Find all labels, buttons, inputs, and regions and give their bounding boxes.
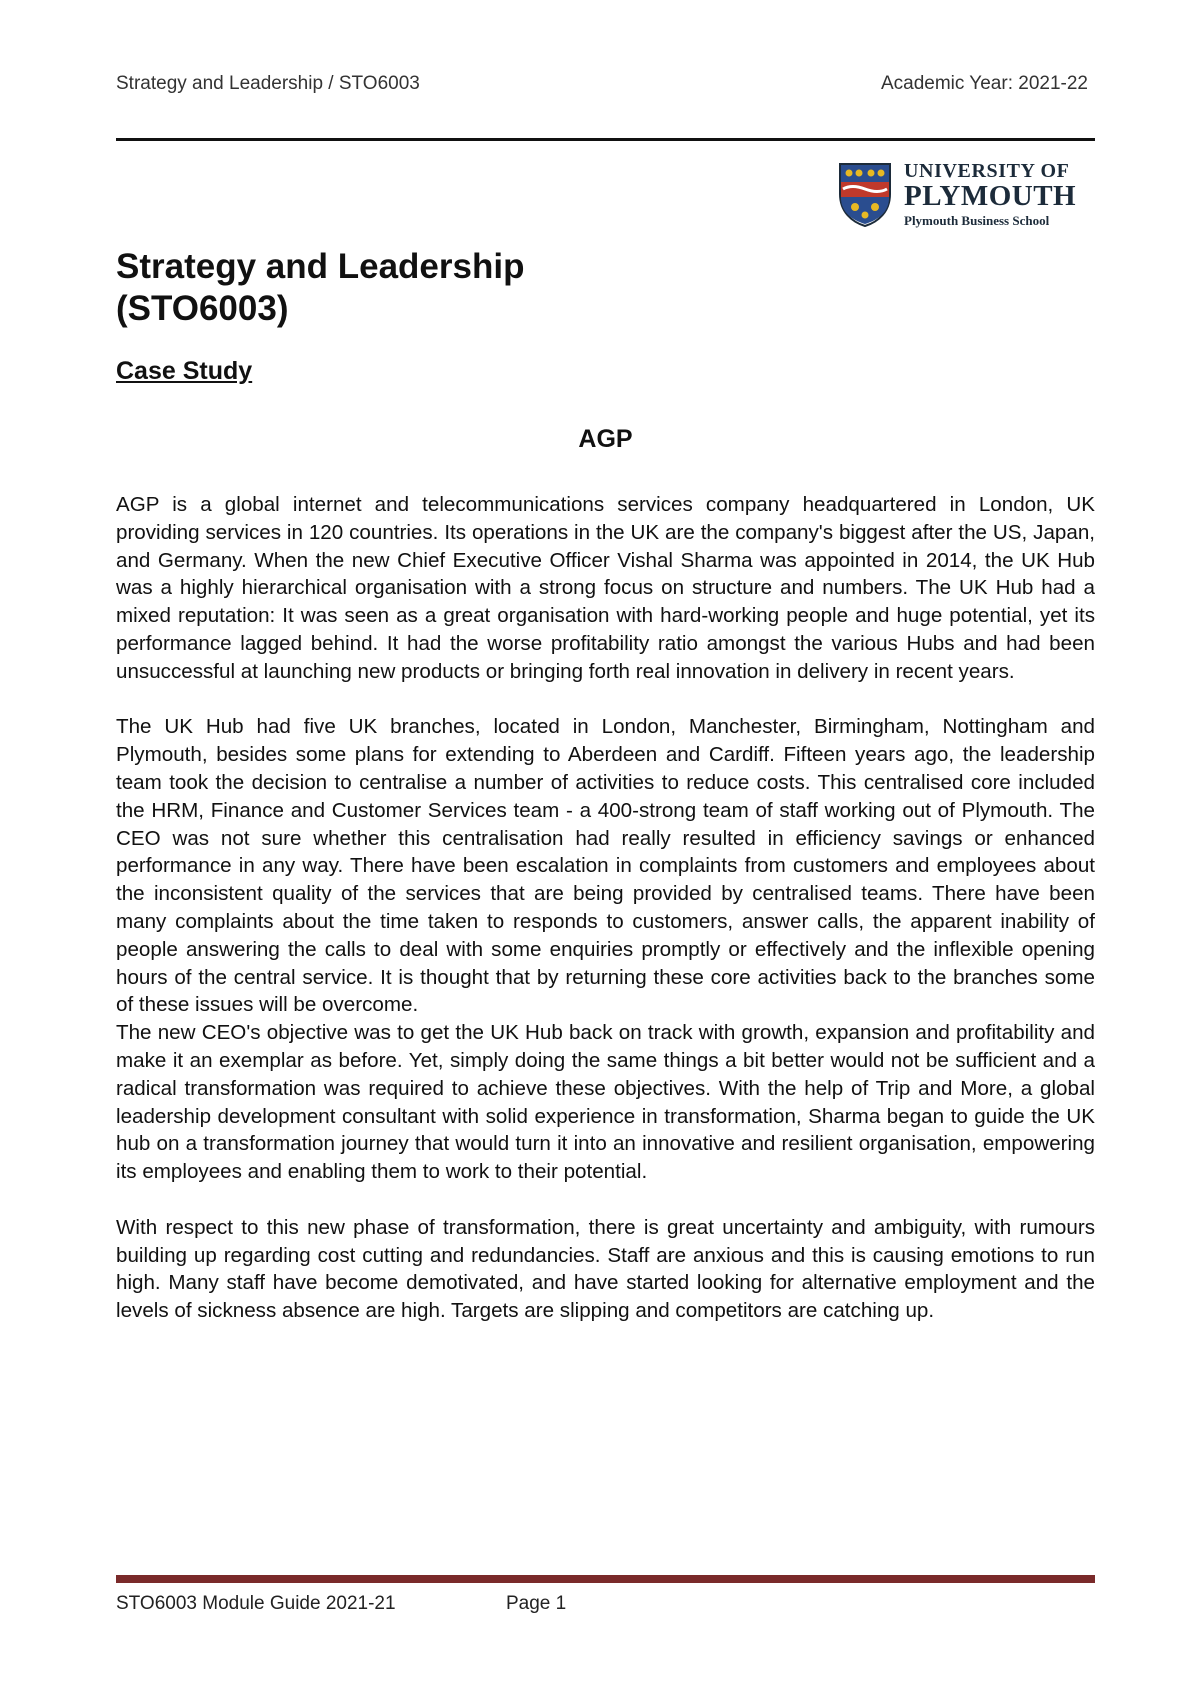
- paragraph: With respect to this new phase of transformation, there is great uncertainty and ambiguity, with rumours building up regarding cost cutting and redundancies. Staff are anxious and this is causing emotions to run high. Many staff have become demotivated, and have started looking for alternative employment and the levels of sickness absence are high. Targets are slipping and competitors are catching up.: [116, 1215, 1095, 1323]
- paragraph: The new CEO's objective was to get the UK Hub back on track with growth, expansion and profitability and make it an exemplar as before. Yet, simply doing the same things a bit better would not be sufficient and a radical transformation was required to achieve these objectives. With the help of Trip and More, a global leadership development consultant with solid experience in transformation, Sharma began to guide the UK hub on a transformation journey that would turn it into an innovative and resilient organisation, empowering its employees and enabling them to work to their potential.: [116, 1021, 1095, 1184]
- case-title: AGP: [578, 425, 633, 453]
- paragraph: The UK Hub had five UK branches, located in London, Manchester, Birmingham, Nottingham and Plymouth, besides some plans for extending to Aberdeen and Cardiff. Fifteen years ago, the leadership team took the decision to centralise a number of activities to reduce costs. This centralised core included the HRM, Finance and Customer Services team - a 400-strong team of staff working out of Plymouth. The CEO was not sure whether this centralisation had really resulted in efficiency savings or enhanced performance in any way. There have been escalation in complaints from customers and employees about the inconsistent quality of the services that are being provided by centralised teams. There have been many complaints about the time taken to responds to customers, answer calls, the apparent inability of people answering the calls to deal with some enquiries promptly or effectively and the inflexible opening hours of the central service. It is thought that by returning these core activities back to the branches some of these issues will be overcome.: [116, 715, 1095, 1017]
- university-shield-icon: [838, 162, 892, 228]
- logo-university-of: UNIVERSITY OF: [904, 160, 1070, 182]
- logo-plymouth: PLYMOUTH: [904, 180, 1077, 212]
- header-academic-year: Academic Year: 2021-22: [880, 73, 1088, 94]
- header-module-title: Strategy and Leadership / STO6003: [116, 73, 420, 94]
- case-study-body: [116, 491, 1095, 1325]
- paragraph: AGP is a global internet and telecommunications services company headquartered in London, UK providing services in 120 countries. Its operations in the UK are the company's biggest after the US, Japan, and Germany. When the new Chief Executive Officer Vishal Sharma was appointed in 2014, the UK Hub was a highly hierarchical organisation with a strong focus on structure and numbers. The UK Hub had a mixed reputation: It was seen as a great organisation with hard-working people and huge potential, yet its performance lagged behind. It had the worse profitability ratio amongst the various Hubs and had been unsuccessful at launching new products or bringing forth real innovation in delivery in recent years.: [116, 493, 1095, 683]
- footer-divider: [116, 1575, 1095, 1583]
- footer-page-number: Page 1: [506, 1593, 567, 1614]
- logo-business-school: Plymouth Business School: [904, 213, 1050, 228]
- header-divider: [116, 138, 1095, 141]
- university-logo: [838, 158, 1100, 232]
- section-heading-case-study: Case Study: [116, 357, 253, 385]
- footer-module-guide: STO6003 Module Guide 2021-21: [116, 1593, 396, 1614]
- title-line-1: Strategy and Leadership: [116, 247, 525, 286]
- page-title: [116, 246, 524, 330]
- title-line-2: (STO6003): [116, 289, 289, 328]
